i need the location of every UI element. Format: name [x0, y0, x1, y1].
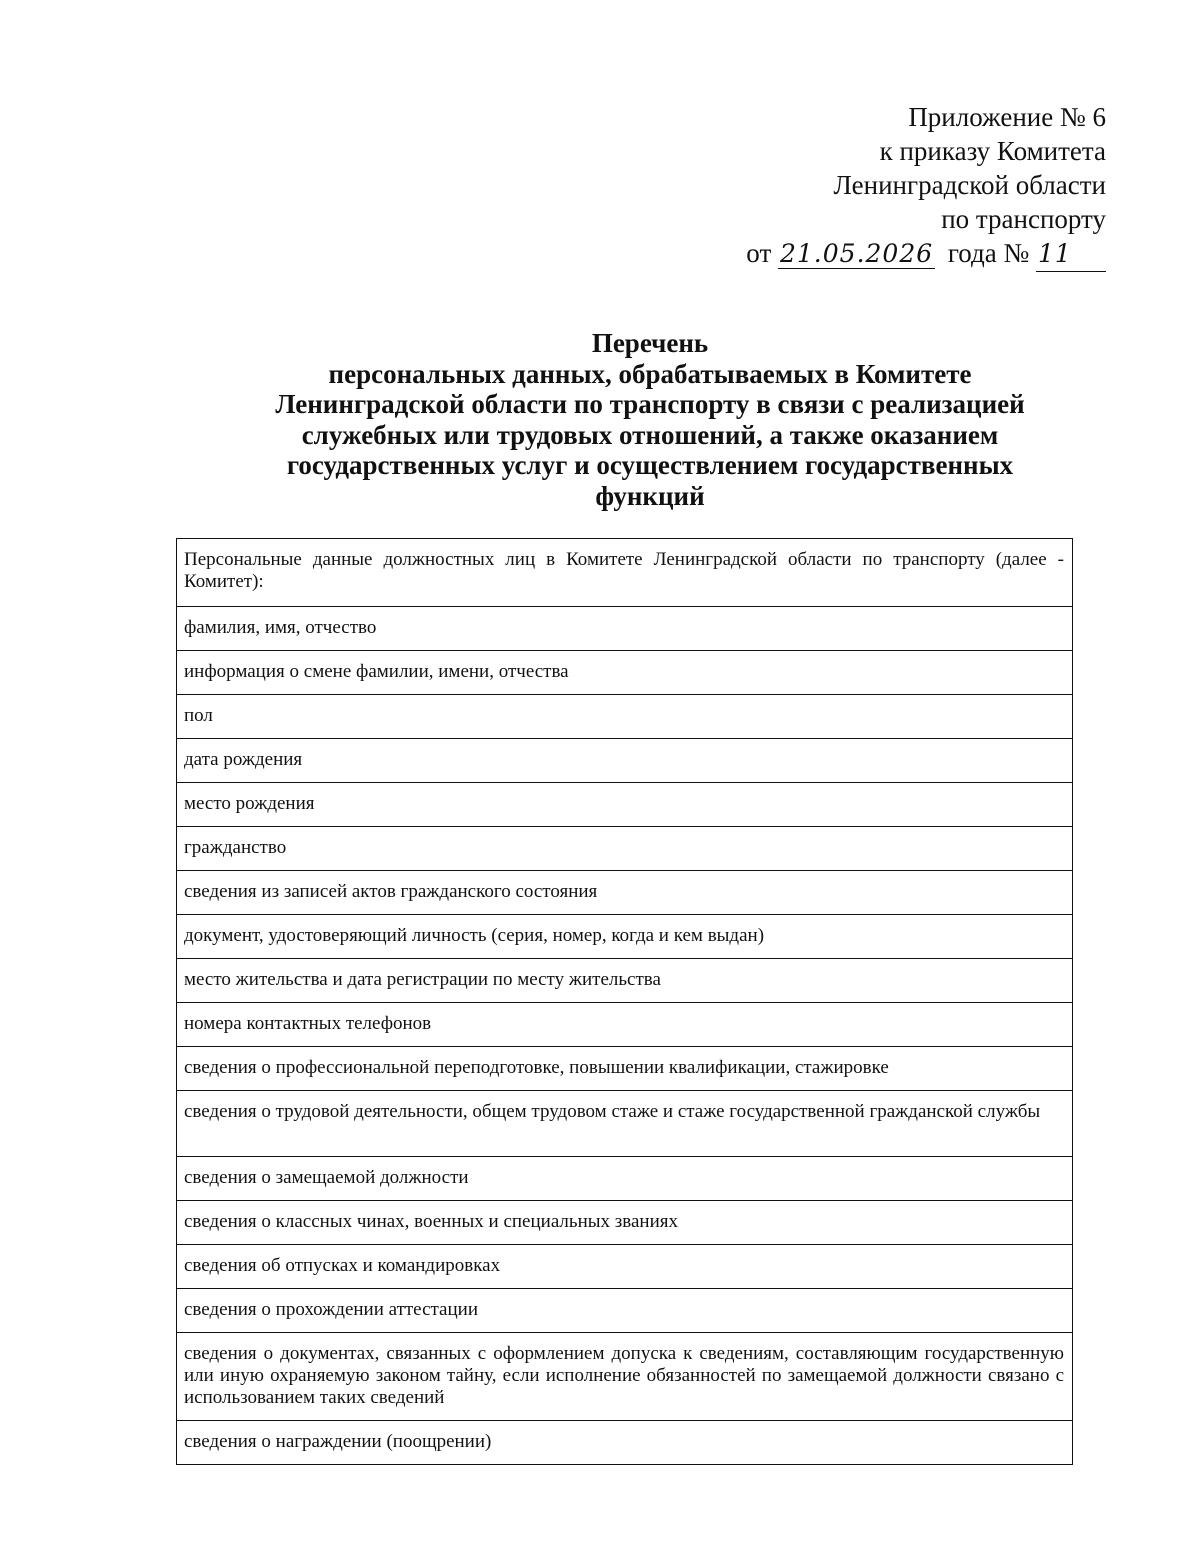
- table-cell: сведения о награждении (поощрении): [177, 1421, 1073, 1465]
- title-line-1: персональных данных, обрабатываемых в Комитете: [328, 358, 972, 389]
- table-row: [177, 695, 1073, 739]
- table-row: [177, 1289, 1073, 1333]
- date-prefix: от: [746, 238, 772, 268]
- table-cell: место рождения: [177, 783, 1073, 827]
- table-row: [177, 1245, 1073, 1289]
- appendix-line-3: Ленинградской области: [833, 170, 1106, 200]
- table-cell: Персональные данные должностных лиц в Комитете Ленинградской области по транспорту (далее - Комитет):: [177, 539, 1073, 607]
- table-cell: гражданство: [177, 827, 1073, 871]
- appendix-line-2: к приказу Комитета: [879, 136, 1106, 166]
- table-cell: сведения о прохождении аттестации: [177, 1289, 1073, 1333]
- title-line-3: служебных или трудовых отношений, а также оказанием: [301, 419, 999, 450]
- appendix-line-1: Приложение № 6: [908, 102, 1106, 132]
- table-row: [177, 1421, 1073, 1465]
- table-cell: номера контактных телефонов: [177, 1003, 1073, 1047]
- table-cell: место жительства и дата регистрации по месту жительства: [177, 959, 1073, 1003]
- table-cell: сведения о профессиональной переподготовке, повышении квалификации, стажировке: [177, 1047, 1073, 1091]
- title-heading: Перечень: [591, 328, 709, 358]
- appendix-date-line: [746, 236, 1106, 272]
- handwritten-date: 21.05.2026: [780, 239, 934, 268]
- table-row: [177, 959, 1073, 1003]
- table-cell: сведения из записей актов гражданского состояния: [177, 871, 1073, 915]
- appendix-header: [746, 100, 1106, 272]
- table-row: [177, 607, 1073, 651]
- appendix-line-4: по транспорту: [941, 204, 1106, 234]
- table-row: [177, 827, 1073, 871]
- table-row: [177, 915, 1073, 959]
- table-row: [177, 1157, 1073, 1201]
- table-row: [177, 783, 1073, 827]
- document-title: [170, 328, 1130, 511]
- table-row: [177, 539, 1073, 607]
- table-cell: фамилия, имя, отчество: [177, 607, 1073, 651]
- table-cell: сведения о трудовой деятельности, общем трудовом стаже и стаже государственной гражданской службы: [177, 1091, 1073, 1157]
- table-row: [177, 739, 1073, 783]
- personal-data-table: [176, 538, 1073, 1465]
- table-cell: дата рождения: [177, 739, 1073, 783]
- table-row: [177, 1091, 1073, 1157]
- table-row: [177, 651, 1073, 695]
- table-cell: информация о смене фамилии, имени, отчества: [177, 651, 1073, 695]
- table-row: [177, 871, 1073, 915]
- table-cell: пол: [177, 695, 1073, 739]
- table-row: [177, 1201, 1073, 1245]
- table-cell: сведения о замещаемой должности: [177, 1157, 1073, 1201]
- table-cell: сведения о документах, связанных с оформлением допуска к сведениям, составляющим государственную или иную охраняемую законом тайну, если исполнение обязанностей по замещаемой должности связано с использованием таких сведений: [177, 1333, 1073, 1421]
- title-line-4: государственных услуг и осуществлением государственных: [286, 450, 1014, 480]
- table-cell: сведения о классных чинах, военных и специальных званиях: [177, 1201, 1073, 1245]
- title-line-5: функций: [595, 480, 705, 511]
- date-suffix: года №: [947, 238, 1030, 268]
- table-cell: документ, удостоверяющий личность (серия, номер, когда и кем выдан): [177, 915, 1073, 959]
- handwritten-number: 11: [1036, 237, 1106, 272]
- table-row: [177, 1047, 1073, 1091]
- title-line-2: Ленинградской области по транспорту в связи с реализацией: [275, 389, 1025, 419]
- table-row: [177, 1003, 1073, 1047]
- table-cell: сведения об отпусках и командировках: [177, 1245, 1073, 1289]
- table-row: [177, 1333, 1073, 1421]
